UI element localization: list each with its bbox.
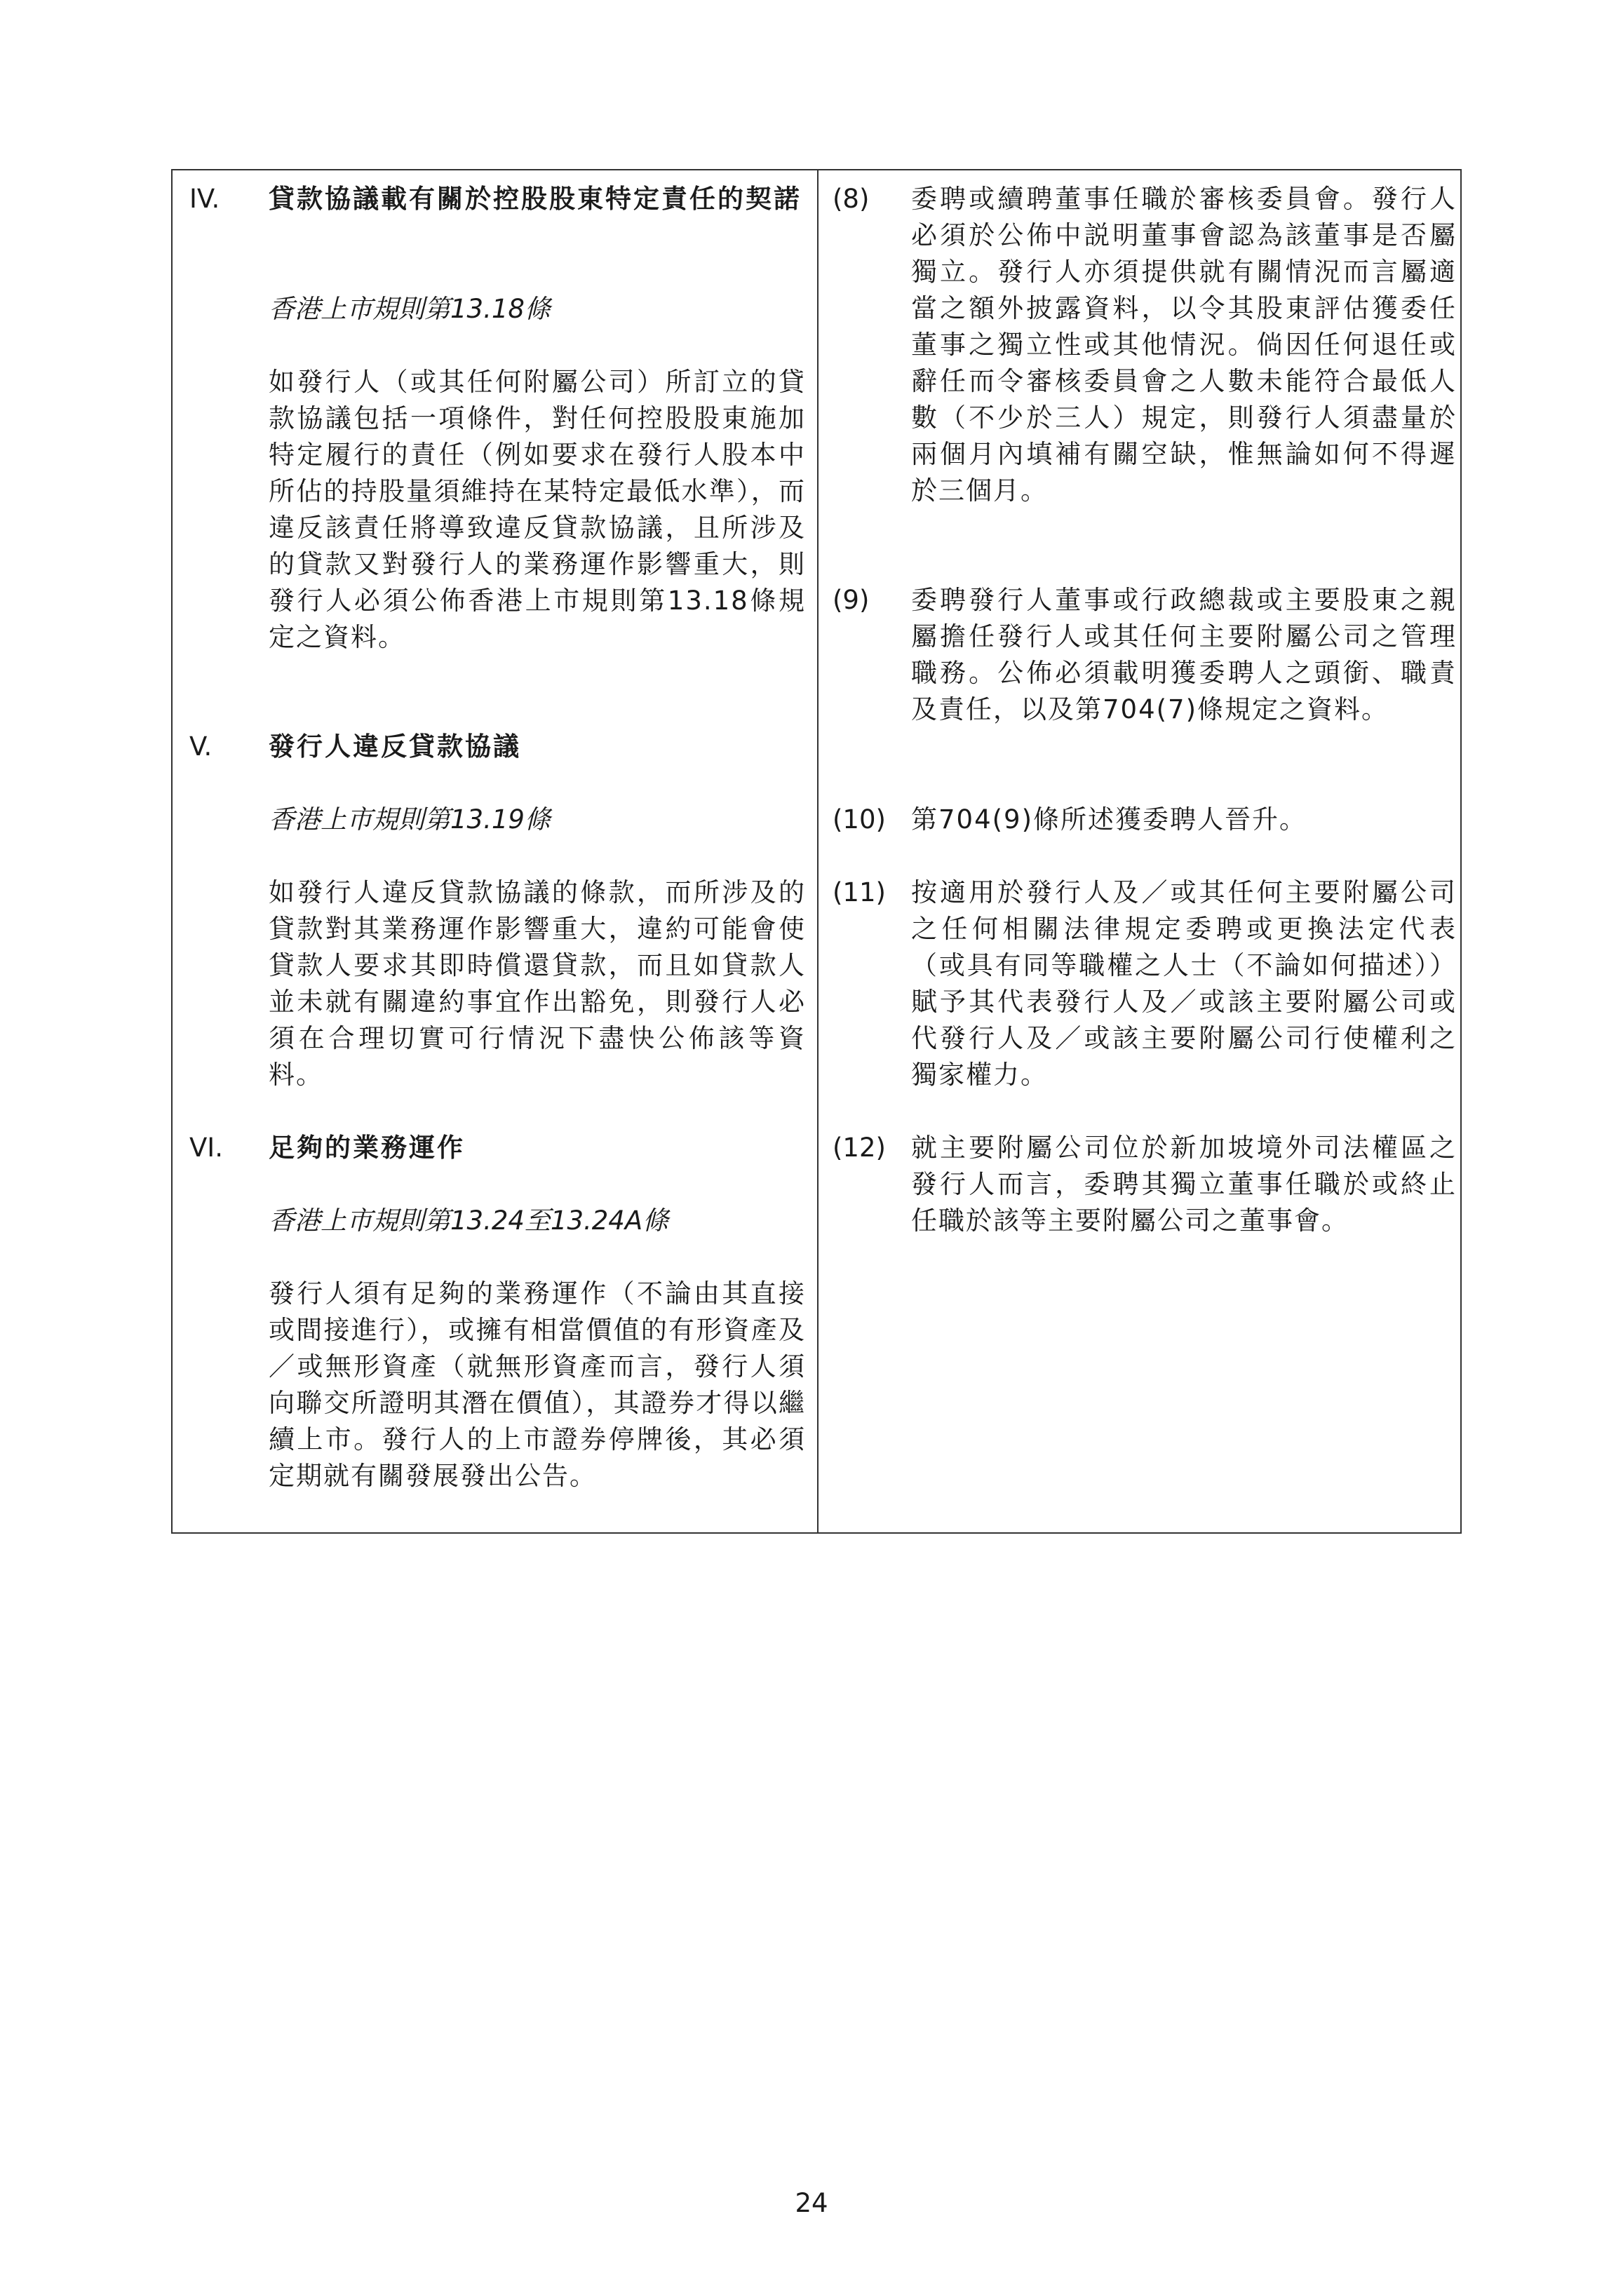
- section-paragraph: 如發行人（或其任何附屬公司）所訂立的貸款協議包括一項條件，對任何控股股東施加特定履行的責任（例如要求在發行人股本中所佔的持股量須維持在某特定最低水準），而違反該責任將導致違反貸款協議，且所涉及的貸款又對發行人的業務運作影響重大，則發行人必須公佈香港上市規則第13.18條規定之資料。: [269, 367, 806, 652]
- item-text: 第704(9)條所述獲委聘人晉升。: [911, 804, 1307, 835]
- document-table: [171, 169, 1462, 1534]
- left-column: [173, 170, 819, 1532]
- section-number: V.: [189, 731, 213, 762]
- item-number: (9): [833, 585, 870, 615]
- item-text: 就主要附屬公司位於新加坡境外司法權區之發行人而言，委聘其獨立董事任職於或終止任職於該等主要附屬公司之董事會。: [911, 1133, 1457, 1236]
- section-number: VI.: [189, 1133, 223, 1163]
- rule-reference: 香港上市規則第13.18條: [269, 294, 551, 324]
- item-text: 按適用於發行人及／或其任何主要附屬公司之任何相關法律規定委聘或更換法定代表（或具有同等職權之人士（不論如何描述））賦予其代表發行人及／或該主要附屬公司或代發行人及／或該主要附屬公司行使權利之獨家權力。: [911, 877, 1457, 1090]
- rule-reference: 香港上市規則第13.24至13.24A條: [269, 1206, 669, 1236]
- rule-reference: 香港上市規則第13.19條: [269, 804, 551, 835]
- section-number: IV.: [189, 184, 220, 214]
- item-text: 委聘或續聘董事任職於審核委員會。發行人必須於公佈中説明董事會認為該董事是否屬獨立。發行人亦須提供就有關情況而言屬適當之額外披露資料，以令其股東評估獲委任董事之獨立性或其他情況。倘因任何退任或辭任而令審核委員會之人數未能符合最低人數（不少於三人）規定，則發行人須盡量於兩個月內填補有關空缺，惟無論如何不得遲於三個月。: [911, 184, 1457, 506]
- page-number: 24: [795, 2188, 828, 2218]
- item-number: (11): [833, 877, 886, 907]
- item-number: (10): [833, 804, 886, 835]
- section-paragraph: 發行人須有足夠的業務運作（不論由其直接或間接進行），或擁有相當價值的有形資產及／或無形資產（就無形資產而言，發行人須向聯交所證明其潛在價值），其證券才得以繼續上市。發行人的上市證券停牌後，其必須定期就有關發展發出公告。: [269, 1278, 806, 1491]
- section-title: 發行人違反貸款協議: [269, 731, 521, 762]
- section-paragraph: 如發行人違反貸款協議的條款，而所涉及的貸款對其業務運作影響重大，違約可能會使貸款人要求其即時償還貸款，而且如貸款人並未就有關違約事宜作出豁免，則發行人必須在合理切實可行情況下盡快公佈該等資料。: [269, 877, 806, 1090]
- item-number: (8): [833, 184, 870, 214]
- item-text: 委聘發行人董事或行政總裁或主要股東之親屬擔任發行人或其任何主要附屬公司之管理職務。公佈必須載明獲委聘人之頭銜、職責及責任，以及第704(7)條規定之資料。: [911, 585, 1457, 724]
- item-number: (12): [833, 1133, 886, 1163]
- section-title: 貸款協議載有關於控股股東特定責任的契諾: [269, 184, 802, 214]
- section-title: 足夠的業務運作: [269, 1133, 465, 1163]
- right-column: [819, 170, 1460, 1532]
